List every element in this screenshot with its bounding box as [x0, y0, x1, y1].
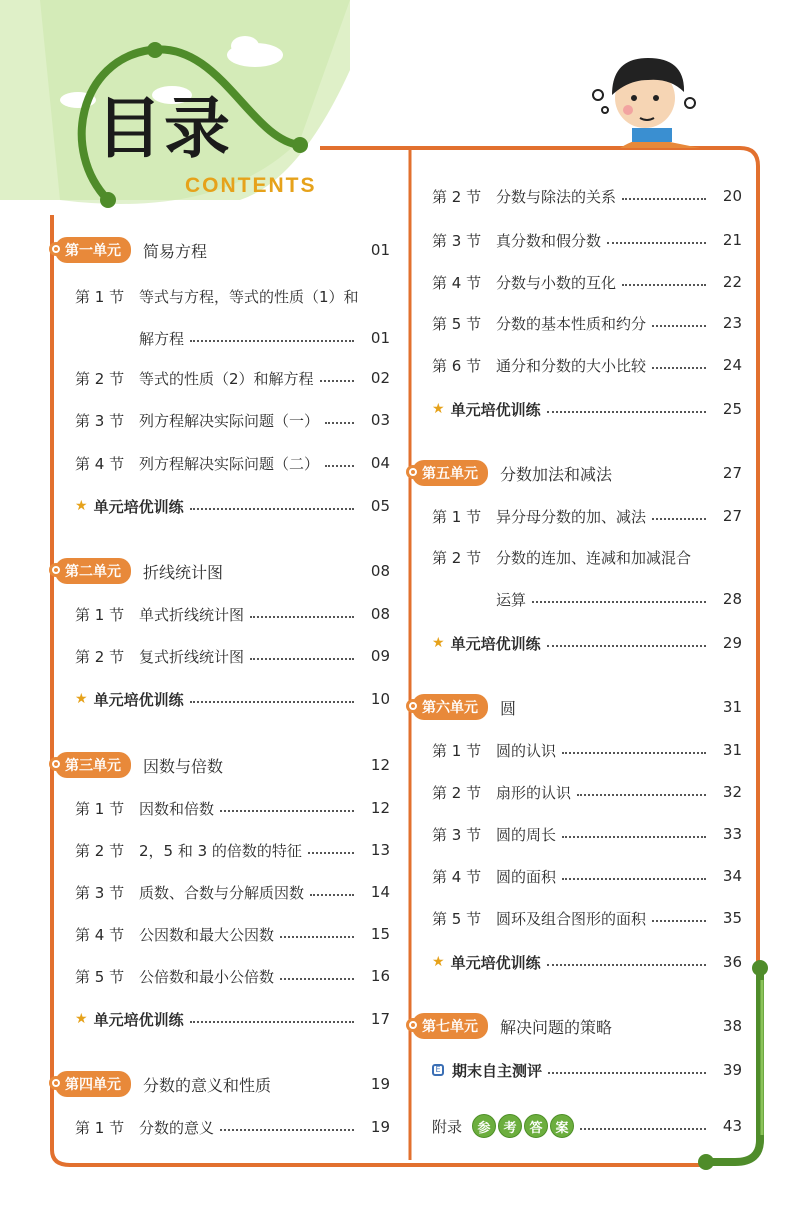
unit-title: 分数的意义和性质	[143, 1075, 272, 1095]
page-number: 19	[370, 1118, 390, 1136]
page-number: 24	[722, 356, 742, 374]
toc-section-row[interactable]	[412, 543, 742, 571]
unit-marker-icon	[406, 699, 420, 713]
section-title: 质数、合数与分解质因数	[139, 883, 305, 902]
page-number: 23	[722, 314, 742, 332]
page-number: 38	[722, 1017, 742, 1035]
section-number: 第 1 节	[432, 507, 482, 526]
toc-unit-row[interactable]	[412, 459, 742, 487]
section-title: 圆环及组合图形的面积	[496, 909, 647, 928]
toc-train-row[interactable]	[55, 492, 390, 520]
page-number: 12	[370, 799, 390, 817]
unit-title: 解决问题的策略	[500, 1017, 613, 1037]
page-number: 12	[370, 756, 390, 774]
answer-badge-char: 考	[498, 1114, 522, 1138]
page-number: 31	[722, 698, 742, 716]
page-number: 43	[722, 1117, 742, 1135]
section-number: 第 4 节	[432, 867, 482, 886]
page-number: 16	[370, 967, 390, 985]
section-title: 分数的意义	[139, 1118, 215, 1137]
star-icon: ★	[432, 954, 445, 970]
section-title: 等式的性质（2）和解方程	[139, 369, 314, 388]
toc-exam-row[interactable]	[412, 1056, 742, 1084]
section-title: 异分母分数的加、减法	[496, 507, 647, 526]
unit-title: 圆	[500, 698, 517, 718]
page-number: 03	[370, 411, 390, 429]
section-number: 第 1 节	[432, 741, 482, 760]
toc-cont-row[interactable]	[55, 324, 390, 352]
dot-leader	[547, 964, 706, 966]
section-title: 通分和分数的大小比较	[496, 356, 647, 375]
dot-leader	[280, 978, 354, 980]
section-title: 复式折线统计图	[139, 647, 245, 666]
toc-unit-row[interactable]	[55, 751, 390, 779]
toc-section-row[interactable]	[412, 268, 742, 296]
unit-badge: 第一单元	[55, 237, 131, 263]
dot-leader	[190, 701, 354, 703]
dot-leader	[190, 508, 354, 510]
section-number: 第 3 节	[432, 825, 482, 844]
toc-section-row[interactable]	[412, 351, 742, 379]
training-title: 单元培优训练	[450, 400, 541, 419]
dot-leader	[652, 920, 706, 922]
section-number: 第 2 节	[75, 647, 125, 666]
page-number: 39	[722, 1061, 742, 1079]
toc-unit-row[interactable]	[55, 1070, 390, 1098]
toc-section-row[interactable]	[55, 449, 390, 477]
unit-badge: 第二单元	[55, 558, 131, 584]
page-number: 21	[722, 231, 742, 249]
page-number: 09	[370, 647, 390, 665]
section-title: 2，5 和 3 的倍数的特征	[139, 841, 302, 860]
toc-section-row[interactable]	[55, 364, 390, 392]
section-number: 第 2 节	[432, 548, 482, 567]
page-number: 28	[722, 590, 742, 608]
page-number: 33	[722, 825, 742, 843]
dot-leader	[562, 836, 706, 838]
dot-leader	[320, 380, 354, 382]
dot-leader	[280, 936, 354, 938]
section-number: 第 5 节	[432, 314, 482, 333]
dot-leader	[190, 340, 354, 342]
page-number: 25	[722, 400, 742, 418]
section-number: 第 3 节	[75, 883, 125, 902]
dot-leader	[652, 518, 706, 520]
exam-title: 期末自主测评	[452, 1061, 543, 1080]
dot-leader	[562, 878, 706, 880]
section-title: 运算	[496, 590, 527, 609]
page-number: 08	[370, 562, 390, 580]
section-title: 圆的面积	[496, 867, 557, 886]
toc-section-row[interactable]	[55, 406, 390, 434]
section-title: 圆的认识	[496, 741, 557, 760]
section-number: 第 1 节	[75, 287, 125, 306]
training-title: 单元培优训练	[93, 1010, 184, 1029]
answer-badge	[472, 1114, 574, 1138]
dot-leader	[220, 810, 354, 812]
page-number: 22	[722, 273, 742, 291]
toc-appendix-row[interactable]	[412, 1112, 742, 1140]
section-title: 分数的基本性质和约分	[496, 314, 647, 333]
toc-unit-row[interactable]	[55, 557, 390, 585]
page-number: 32	[722, 783, 742, 801]
toc-unit-row[interactable]	[55, 236, 390, 264]
dot-leader	[308, 852, 354, 854]
unit-marker-icon	[49, 1076, 63, 1090]
unit-badge: 第七单元	[412, 1013, 488, 1039]
section-number: 第 5 节	[432, 909, 482, 928]
toc-section-row[interactable]	[55, 962, 390, 990]
toc-section-row[interactable]	[55, 1113, 390, 1141]
dot-leader	[325, 422, 354, 424]
dot-leader	[652, 367, 706, 369]
toc-section-row[interactable]	[412, 904, 742, 932]
toc-section-row[interactable]	[412, 778, 742, 806]
toc-section-row[interactable]	[412, 862, 742, 890]
unit-title: 分数加法和减法	[500, 464, 613, 484]
section-title: 单式折线统计图	[139, 605, 245, 624]
page-number: 27	[722, 507, 742, 525]
section-number: 第 1 节	[75, 1118, 125, 1137]
training-title: 单元培优训练	[93, 497, 184, 516]
section-number: 第 2 节	[75, 841, 125, 860]
toc-section-row[interactable]	[55, 282, 390, 310]
section-title: 扇形的认识	[496, 783, 572, 802]
page-title: 目录	[96, 90, 232, 167]
dot-leader	[622, 284, 706, 286]
toc-section-row[interactable]	[55, 920, 390, 948]
page-number: 34	[722, 867, 742, 885]
page-number: 04	[370, 454, 390, 472]
toc-section-row[interactable]	[55, 878, 390, 906]
toc-cont-row[interactable]	[412, 585, 742, 613]
toc-section-row[interactable]	[412, 226, 742, 254]
page-number: 01	[370, 329, 390, 347]
toc-section-row[interactable]	[412, 820, 742, 848]
dot-leader	[325, 465, 354, 467]
answer-badge-char: 答	[524, 1114, 548, 1138]
section-title: 解方程	[139, 329, 185, 348]
section-title: 圆的周长	[496, 825, 557, 844]
star-icon: ★	[432, 635, 445, 651]
dot-leader	[532, 601, 706, 603]
unit-title: 因数与倍数	[143, 756, 224, 776]
toc-section-row[interactable]	[55, 642, 390, 670]
dot-leader	[607, 242, 706, 244]
section-title: 真分数和假分数	[496, 231, 602, 250]
unit-marker-icon	[49, 242, 63, 256]
page-number: 29	[722, 634, 742, 652]
page-number: 15	[370, 925, 390, 943]
section-title: 分数与小数的互化	[496, 273, 617, 292]
section-title: 等式与方程，等式的性质（1）和	[139, 287, 359, 306]
section-title: 因数和倍数	[139, 799, 215, 818]
page-number: 05	[370, 497, 390, 515]
toc-section-row[interactable]	[55, 794, 390, 822]
page-number: 17	[370, 1010, 390, 1028]
training-title: 单元培优训练	[450, 953, 541, 972]
dot-leader	[250, 616, 354, 618]
section-number: 第 2 节	[432, 187, 482, 206]
section-number: 第 1 节	[75, 605, 125, 624]
dot-leader	[250, 658, 354, 660]
unit-badge: 第三单元	[55, 752, 131, 778]
section-number: 第 2 节	[75, 369, 125, 388]
toc-section-row[interactable]	[412, 502, 742, 530]
star-icon: ★	[432, 401, 445, 417]
appendix-label: 附录	[432, 1117, 463, 1136]
dot-leader	[190, 1021, 354, 1023]
toc-train-row[interactable]	[55, 1005, 390, 1033]
dot-leader	[310, 894, 354, 896]
section-number: 第 3 节	[75, 411, 125, 430]
page-number: 10	[370, 690, 390, 708]
dot-leader	[580, 1128, 706, 1130]
page-number: 35	[722, 909, 742, 927]
unit-marker-icon	[406, 1018, 420, 1032]
dot-leader	[577, 794, 706, 796]
training-title: 单元培优训练	[450, 634, 541, 653]
section-title: 分数与除法的关系	[496, 187, 617, 206]
toc-section-row[interactable]	[55, 836, 390, 864]
section-number: 第 2 节	[432, 783, 482, 802]
page-number: 14	[370, 883, 390, 901]
section-title: 公倍数和最小公倍数	[139, 967, 275, 986]
star-icon: ★	[75, 1011, 88, 1027]
dot-leader	[547, 645, 706, 647]
section-number: 第 3 节	[432, 231, 482, 250]
toc-section-row[interactable]	[412, 182, 742, 210]
page-number: 31	[722, 741, 742, 759]
page-number: 02	[370, 369, 390, 387]
unit-badge: 第六单元	[412, 694, 488, 720]
page-number: 01	[370, 241, 390, 259]
section-title: 分数的连加、连减和加减混合	[496, 548, 692, 567]
unit-marker-icon	[406, 465, 420, 479]
dot-leader	[562, 752, 706, 754]
answer-badge-char: 参	[472, 1114, 496, 1138]
section-number: 第 4 节	[75, 454, 125, 473]
toc-section-row[interactable]	[412, 309, 742, 337]
unit-badge: 第五单元	[412, 460, 488, 486]
page-number: 13	[370, 841, 390, 859]
exam-icon: E	[432, 1064, 444, 1076]
toc-unit-row[interactable]	[412, 693, 742, 721]
dot-leader	[547, 411, 706, 413]
training-title: 单元培优训练	[93, 690, 184, 709]
section-number: 第 5 节	[75, 967, 125, 986]
dot-leader	[622, 198, 706, 200]
unit-badge: 第四单元	[55, 1071, 131, 1097]
unit-marker-icon	[49, 757, 63, 771]
section-title: 列方程解决实际问题（二）	[139, 454, 320, 473]
page-number: 20	[722, 187, 742, 205]
section-number: 第 4 节	[432, 273, 482, 292]
toc-train-row[interactable]	[412, 948, 742, 976]
toc-train-row[interactable]	[55, 685, 390, 713]
page-number: 19	[370, 1075, 390, 1093]
section-title: 公因数和最大公因数	[139, 925, 275, 944]
section-title: 列方程解决实际问题（一）	[139, 411, 320, 430]
toc-section-row[interactable]	[55, 600, 390, 628]
unit-title: 折线统计图	[143, 562, 224, 582]
page-number: 08	[370, 605, 390, 623]
unit-marker-icon	[49, 563, 63, 577]
section-number: 第 1 节	[75, 799, 125, 818]
answer-badge-char: 案	[550, 1114, 574, 1138]
dot-leader	[220, 1129, 354, 1131]
page-number: 27	[722, 464, 742, 482]
toc-train-row[interactable]	[412, 629, 742, 657]
dot-leader	[548, 1072, 706, 1074]
page-subtitle: CONTENTS	[185, 174, 317, 197]
section-number: 第 4 节	[75, 925, 125, 944]
page-number: 36	[722, 953, 742, 971]
section-number: 第 6 节	[432, 356, 482, 375]
dot-leader	[652, 325, 706, 327]
toc-unit-row[interactable]	[412, 1012, 742, 1040]
star-icon: ★	[75, 691, 88, 707]
toc-train-row[interactable]	[412, 395, 742, 423]
star-icon: ★	[75, 498, 88, 514]
unit-title: 简易方程	[143, 241, 208, 261]
toc-section-row[interactable]	[412, 736, 742, 764]
